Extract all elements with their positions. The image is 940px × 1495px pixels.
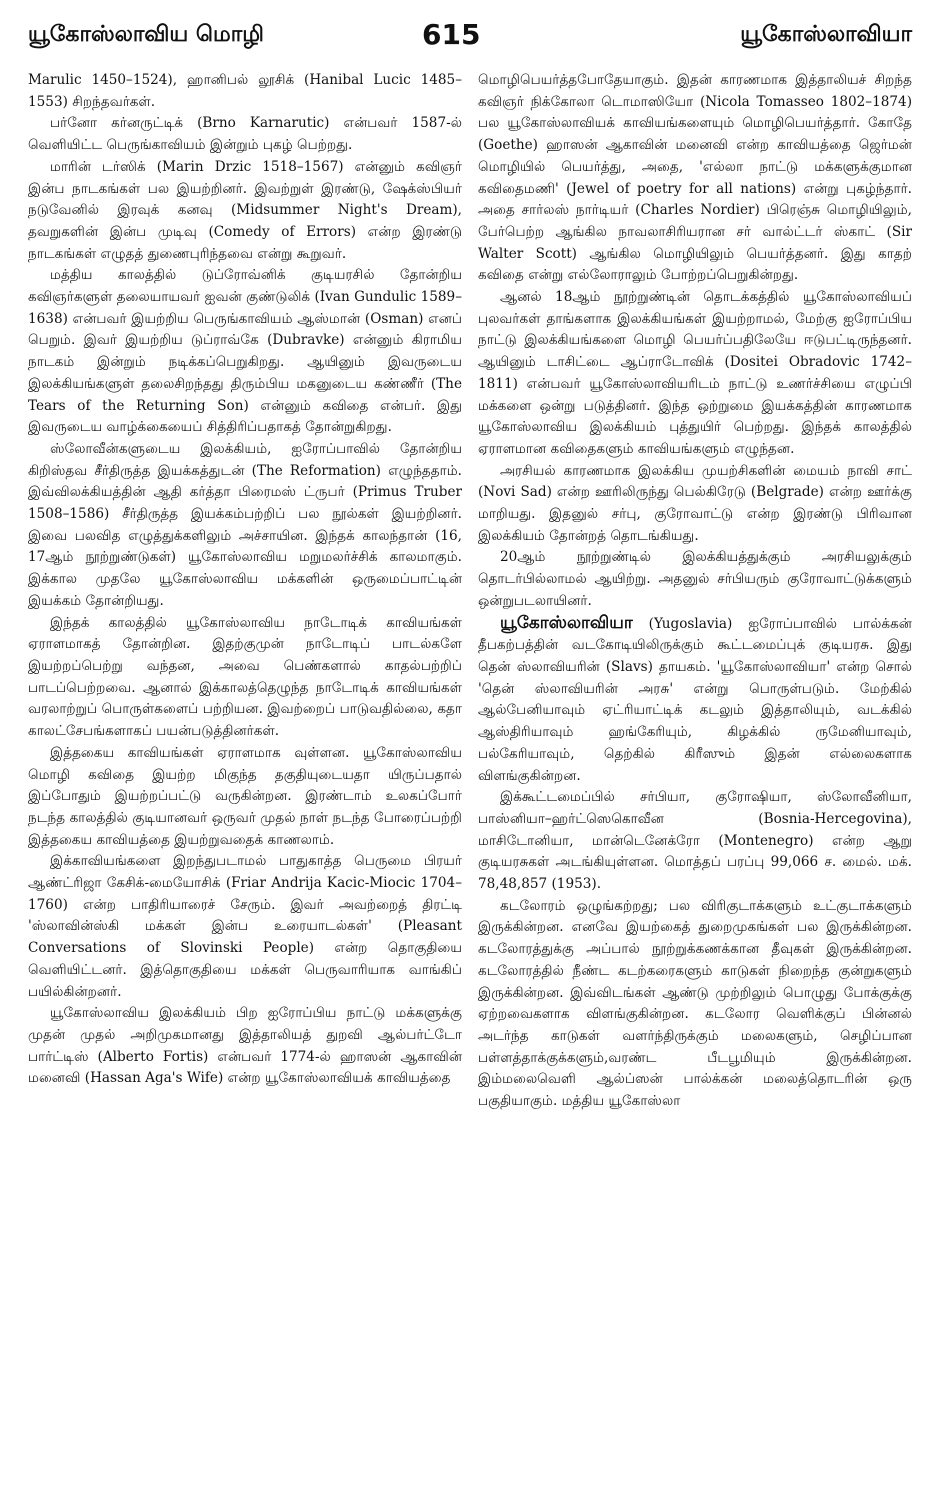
right-column xyxy=(478,70,912,1480)
paragraph: மொழிபெயர்த்தபோதேயாகும். இதன் காரணமாக இத்தாலியச் சிறந்த கவிஞர் நிக்கோலா டொமாஸியோ (Nicola Tomasseo 1802–1874) பல யூகோஸ்லாவியக் காவியங்களையும் மொழிபெயர்த்தார். கோதே (Goethe) ஹாஸன் ஆகாவின் மனைவி என்ற காவியத்தை ஜெர்மன் மொழியில் பெயர்த்து, அதை, 'எல்லா நாட்டு மக்களுக்குமான கவிதைமணி' (Jewel of poetry for all nations) என்று புகழ்ந்தார். அதை சார்லஸ் நார்டியர் (Charles Nordier) பிரெஞ்சு மொழியிலும், பேர்பெற்ற ஆங்கில நாவலாசிரியரான சர் வால்ட்டர் ஸ்காட் (Sir Walter Scott) ஆங்கில மொழியிலும் பெயர்த்தனர். இது காதற் கவிதை என்று எல்லோராலும் போற்றப்பெறுகின்றது. xyxy=(478,72,912,284)
page-header xyxy=(28,18,912,54)
paragraph: யூகோஸ்லாவிய இலக்கியம் பிற ஐரோப்பிய நாட்டு மக்களுக்கு முதன் முதல் அறிமுகமானது இத்தாலியத் துறவி ஆல்பர்ட்டோ பார்ட்டிஸ் (Alberto Fortis) என்பவர் 1774-ல் ஹாஸன் ஆகாவின் மனைவி (Hassan Aga's Wife) என்ற யூகோஸ்லாவியக் காவியத்தை xyxy=(28,1005,462,1087)
paragraph: பர்னோ கர்னருட்டிக் (Brno Karnarutic) என்பவர் 1587-ல் வெளியிட்ட பெருங்காவியம் இன்றும் புகழ் பெற்றது. xyxy=(28,115,462,154)
running-head-right: யூகோஸ்லாவியா xyxy=(740,22,912,47)
paragraph: அரசியல் காரணமாக இலக்கிய முயற்சிகளின் மையம் நாவி சாட் (Novi Sad) என்ற ஊரிலிருந்து பெல்கிரேடு (Belgrade) என்ற ஊர்க்கு மாறியது. இதனுல் சர்பு, குரோவாட்டு என்ற இரண்டு பிரிவான இலக்கியம் தோன்றத் தொடங்கியது. xyxy=(478,462,912,544)
left-column xyxy=(28,70,462,1480)
paragraph: Marulic 1450–1524), ஹானிபல் லூசிக் (Hanibal Lucic 1485–1553) சிறந்தவர்கள். xyxy=(28,72,462,110)
article-entry xyxy=(478,613,912,788)
page-number: 615 xyxy=(422,18,481,51)
running-head-left: யூகோஸ்லாவிய மொழி xyxy=(28,22,264,47)
paragraph: ஆனல் 18ஆம் நூற்றுண்டின் தொடக்கத்தில் யூகோஸ்லாவியப் புலவர்கள் தாங்களாக இலக்கியங்கள் இயற்றாமல், மேற்கு ஐரோப்பிய நாட்டு இலக்கியங்களை மொழி பெயர்ப்பதிலேயே ஈடுபட்டிருந்தனர். ஆயினும் டாசிட்டை ஆப்ராடோவிக் (Dositei Obradovic 1742–1811) என்பவர் யூகோஸ்லாவியரிடம் நாட்டு உணர்ச்சியை எழுப்பி மக்களை ஒன்று படுத்தினர். இந்த ஒற்றுமை இயக்கத்தின் காரணமாக யூகோஸ்லாவிய இலக்கியம் புத்துயிர் பெற்றது. இந்தக் காலத்தில் ஏராளமான கவிதைகளும் காவியங்களும் எழுந்தன. xyxy=(478,289,912,457)
article-title: யூகோஸ்லாவியா xyxy=(500,612,633,633)
article-lead: (Yugoslavia) ஐரோப்பாவில் பால்க்கன் தீபகற்பத்தின் வடகோடியிலிருக்கும் கூட்டமைப்புக் குடியரசு. இது தென் ஸ்லாவியரின் (Slavs) தாயகம். 'யூகோஸ்லாவியா' என்ற சொல் 'தென் ஸ்லாவியரின் அரசு' என்று பொருள்படும். மேற்கில் ஆல்பேனியாவும் ஏட்ரியாட்டிக் கடலும் இத்தாலியும், வடக்கில் ஆஸ்திரியாவும் ஹங்கேரியும், கிழக்கில் ருமேனியாவும், பல்கேரியாவும், தெற்கில் கிரீஸும் இதன் எல்லைகளாக விளங்குகின்றன. xyxy=(478,615,912,784)
paragraph: இக்கூட்டமைப்பில் சர்பியா, குரோஷியா, ஸ்லோவீனியா, பாஸ்னியா–ஹர்ட்ஸெகொவீன (Bosnia-Hercegovina), மாசிடோனியா, மான்டெனேக்ரோ (Montenegro) என்ற ஆறு குடியரசுகள் அடங்கியுள்ளன. மொத்தப் பரப்பு 99,066 ச. மைல். மக். 78,48,857 (1953). xyxy=(478,789,912,893)
paragraph: இக்காவியங்களை இறந்துபடாமல் பாதுகாத்த பெருமை பிரயர் ஆண்ட்ரிஜா கேசிக்-மையோசிக் (Friar Andrija Kacic-Miocic 1704–1760) என்ற பாதிரியாரைச் சேரும். இவர் அவற்றைத் திரட்டி 'ஸ்லாவின்ஸ்கி மக்கள் இன்ப உரையாடல்கள்' (Pleasant Conversations of Slovinski People) என்ற தொகுதியை வெளியிட்டனர். இத்தொகுதியை மக்கள் பெருவாரியாக வாங்கிப் பயில்கின்றனர். xyxy=(28,853,462,1000)
paragraph: இத்தகைய காவியங்கள் ஏராளமாக வுள்ளன. யூகோஸ்லாவிய மொழி கவிதை இயற்ற மிகுந்த தகுதியுடையதா யிருப்பதால் இப்போதும் இயற்றப்பட்டு வருகின்றன. இரண்டாம் உலகப்போர் நடந்த காலத்தில் குடியானவர் ஒருவர் முதல் நாள் நடந்த போரைப்பற்றி இத்தகைய காவியத்தை இயற்றுவதைக் காணலாம். xyxy=(28,744,462,848)
paragraph: 20ஆம் நூற்றுண்டில் இலக்கியத்துக்கும் அரசியலுக்கும் தொடர்பில்லாமல் ஆயிற்று. அதனுல் சர்பியரும் குரோவாட்டுக்களும் ஒன்றுபடலாயினர். xyxy=(478,549,912,609)
paragraph: மாரின் டர்ஸிக் (Marin Drzic 1518–1567) என்னும் கவிஞர் இன்ப நாடகங்கள் பல இயற்றினர். இவற்றுள் இரண்டு, ஷேக்ஸ்பியர் நடுவேனில் இரவுக் கனவு (Midsummer Night's Dream), தவறுகளின் இன்ப முடிவு (Comedy of Errors) என்ற இரண்டு நாடகங்கள் எழுதத் துணைபுரிந்தவை என்று கூறுவர். xyxy=(28,158,462,262)
paragraph: கடலோரம் ஒழுங்கற்றது; பல விரிகுடாக்களும் உட்குடாக்களும் இருக்கின்றன. எனவே இயற்கைத் துறைமுகங்கள் பல இருக்கின்றன. கடலோரத்துக்கு அப்பால் நூற்றுக்கணக்கான தீவுகள் இருக்கின்றன. கடலோரத்தில் நீண்ட கடற்கரைகளும் காடுகள் நிறைந்த குன்றுகளும் இருக்கின்றன. இவ்விடங்கள் ஆண்டு முற்றிலும் பொழுது போக்குக்கு ஏற்றவைகளாக விளங்குகின்றன. கடலோர வெளிக்குப் பின்னல் அடர்ந்த காடுகள் வளர்ந்திருக்கும் மலைகளும், செழிப்பான பள்ளத்தாக்குக்களும்,வரண்ட பீடபூமியும் இருக்கின்றன. இம்மலைவெளி ஆல்ப்ஸன் பால்க்கன் மலைத்தொடரின் ஒரு பகுதியாகும். மத்திய யூகோஸ்லா xyxy=(478,897,912,1110)
paragraph: ஸ்லோவீன்களுடைய இலக்கியம், ஐரோப்பாவில் தோன்றிய கிறிஸ்தவ சீர்திருத்த இயக்கத்துடன் (The Reformation) எழுந்ததாம். இவ்விலக்கியத்தின் ஆதி கர்த்தா பிரைமஸ் ட்ருபர் (Primus Truber 1508–1586) சீர்திருத்த இயக்கம்பற்றிப் பல நூல்கள் இயற்றினர். இவை பலவித எழுத்துக்களிலும் அச்சாயின. இந்தக் காலந்தான் (16, 17ஆம் நூற்றுண்டுகள்) யூகோஸ்லாவிய மறுமலர்ச்சிக் காலமாகும். இக்கால முதலே யூகோஸ்லாவிய மக்களின் ஒருமைப்பாட்டின் இயக்கம் தோன்றியது. xyxy=(28,440,462,609)
paragraph: இந்தக் காலத்தில் யூகோஸ்லாவிய நாடோடிக் காவியங்கள் ஏராளமாகத் தோன்றின. இதற்குமுன் நாடோடிப் பாடல்களே இயற்றப்பெற்று வந்தன, அவை பெண்களால் காதல்பற்றிப் பாடப்பெற்றவை. ஆனால் இக்காலத்தெழுந்த நாடோடிக் காவியங்கள் வரலாற்றுப் பொருள்களைப் பற்றியன. இவற்றைப் பாடுவதில்லை, கதா காலட்சேபங்களாகப் பயன்படுத்தினர்கள். xyxy=(28,614,462,740)
paragraph: மத்திய காலத்தில் டுப்ரோவ்னிக் குடியரசில் தோன்றிய கவிஞர்களுள் தலையாயவர் ஐவன் குண்டுலிக் (Ivan Gundulic 1589–1638) என்பவர் இயற்றிய பெருங்காவியம் ஆஸ்மான் (Osman) எனப் பெறும். இவர் இயற்றிய டுப்ராவ்கே (Dubravke) என்னும் கிராமிய நாடகம் இன்றும் நடிக்கப்பெறுகிறது. ஆயினும் இவருடைய இலக்கியங்களுள் தலைசிறந்தது திரும்பிய மகனுடைய கண்ணீர் (The Tears of the Returning Son) என்னும் கவிதை என்பர். இது இவருடைய வாழ்க்கையைப் சித்திரிப்பதாகத் தோன்றுகிறது. xyxy=(28,267,462,436)
